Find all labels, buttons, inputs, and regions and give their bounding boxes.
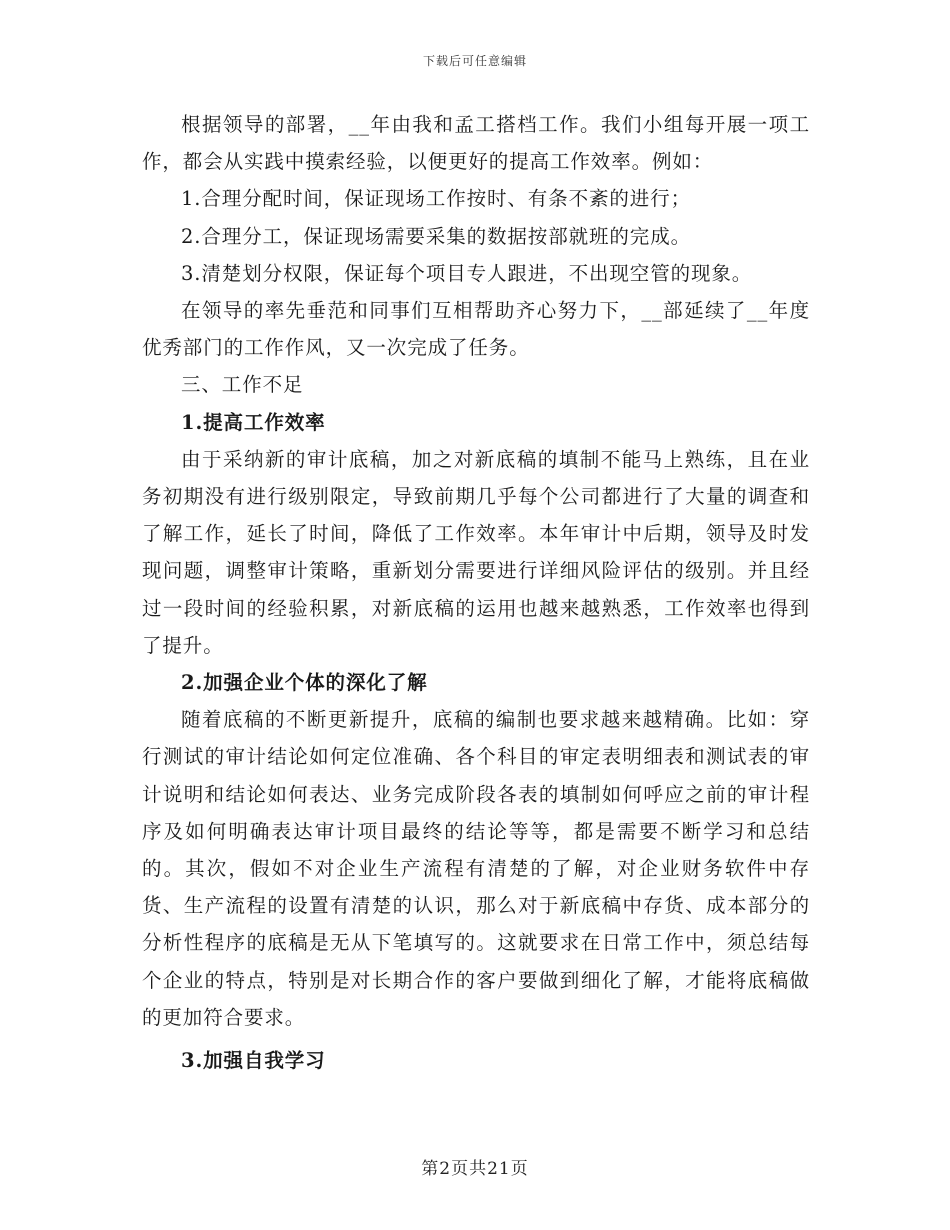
summary-paragraph: 在领导的率先垂范和同事们互相帮助齐心努力下，__部延续了__年度优秀部门的工作作风，又一次完成了任务。 [142,299,810,360]
subsection-2-title: 2.加强企业个体的深化了解 [181,671,428,695]
list-item-2: 2.合理分工，保证现场需要采集的数据按部就班的完成。 [181,224,692,248]
intro-paragraph: 根据领导的部署，__年由我和孟工搭档工作。我们小组每开展一项工作，都会从实践中摸索经验，以便更好的提高工作效率。例如： [142,113,810,174]
subsection-3-title: 3.加强自我学习 [181,1049,326,1073]
subsection-1-title: 1.提高工作效率 [181,410,326,434]
page-number: 第2页共21页 [421,1159,529,1179]
document-body [142,106,810,1079]
list-item-3: 3.清楚划分权限，保证每个项目专人跟进，不出现空管的现象。 [181,261,753,285]
subsection-2-text: 随着底稿的不断更新提升，底稿的编制也要求越来越精确。比如：穿行测试的审计结论如何定位准确、各个科目的审定表明细表和测试表的审计说明和结论如何表达、业务完成阶段各表的填制如何呼应之前的审计程序及如何明确表达审计项目最终的结论等等，都是需要不断学习和总结的。其次，假如不对企业生产流程有清楚的了解，对企业财务软件中存货、生产流程的设置有清楚的认识，那么对于新底稿中存货、成本部分的分析性程序的底稿是无从下笔填写的。这就要求在日常工作中，须总结每个企业的特点，特别是对长期合作的客户要做到细化了解，才能将底稿做的更加符合要求。 [142,708,810,1029]
subsection-1-text: 由于采纳新的审计底稿，加之对新底稿的填制不能马上熟练，且在业务初期没有进行级别限定，导致前期几乎每个公司都进行了大量的调查和了解工作，延长了时间，降低了工作效率。本年审计中后期，领导及时发现问题，调整审计策略，重新划分需要进行详细风险评估的级别。并且经过一段时间的经验积累，对新底稿的运用也越来越熟悉，工作效率也得到了提升。 [142,447,810,657]
list-item-1: 1.合理分配时间，保证现场工作按时、有条不紊的进行； [181,187,692,211]
section-title: 三、工作不足 [181,373,304,397]
page-header-note: 下载后可任意编辑 [422,54,527,68]
